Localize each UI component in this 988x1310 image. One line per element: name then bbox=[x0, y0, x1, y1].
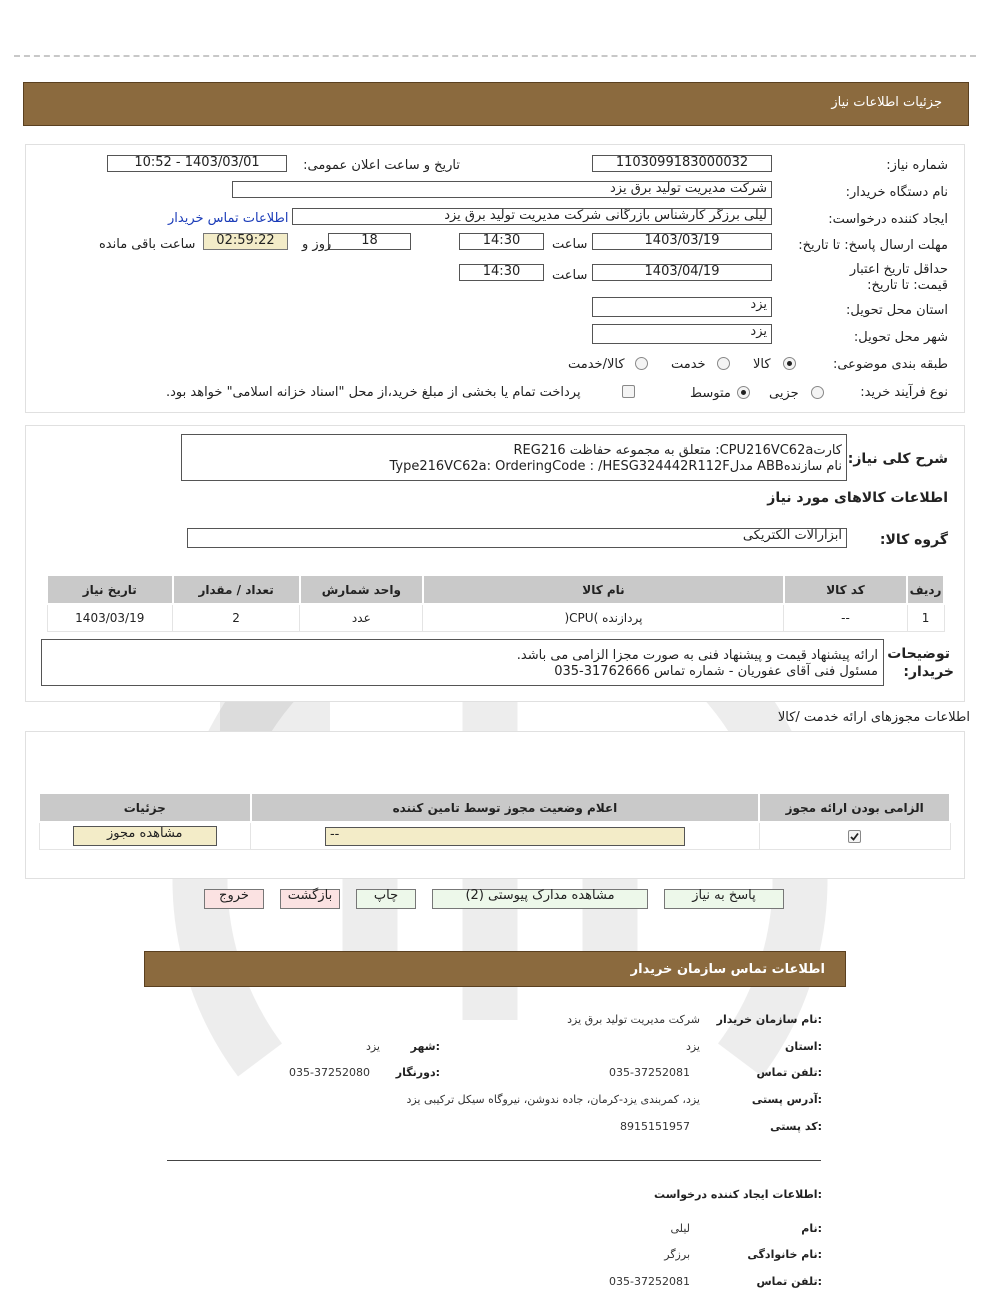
permits-title: اطلاعات مجوزهای ارائه خدمت /کالا bbox=[777, 710, 970, 725]
header-row-number: ردیف bbox=[907, 575, 944, 604]
category-option-goods: کالا bbox=[753, 357, 771, 372]
contact-province-label: استان: bbox=[784, 1040, 822, 1053]
description-line-2: نام سازندهABB مدلType216VC62a: OrderingCode : /HESG324442R112F bbox=[389, 459, 842, 474]
permit-details-cell bbox=[39, 822, 251, 850]
cell-unit: عدد bbox=[300, 604, 423, 632]
deadline-label: مهلت ارسال پاسخ: تا تاریخ: bbox=[798, 238, 948, 253]
creator-phone-label: تلفن تماس: bbox=[756, 1275, 822, 1288]
category-radio-both[interactable] bbox=[635, 357, 648, 370]
contact-city-value: یزد bbox=[365, 1040, 380, 1053]
contact-fax-label: دورنگار: bbox=[395, 1066, 440, 1079]
contact-phone-label: تلفن تماس: bbox=[756, 1066, 822, 1079]
contact-org-label: نام سازمان خریدار: bbox=[716, 1013, 822, 1026]
category-option-both: کالا/خدمت bbox=[568, 357, 625, 372]
permit-status-field: -- bbox=[325, 827, 685, 846]
contact-fax-value: 035-37252080 bbox=[289, 1066, 370, 1079]
header-unit: واحد شمارش bbox=[300, 575, 423, 604]
city-label: شهر محل تحویل: bbox=[853, 330, 948, 345]
creator-section-title: اطلاعات ایجاد کننده درخواست: bbox=[654, 1188, 822, 1201]
need-number-label: شماره نیاز: bbox=[886, 158, 948, 173]
contact-phone-value: 035-37252081 bbox=[609, 1066, 690, 1079]
province-field: یزد bbox=[592, 297, 772, 317]
validity-date-field: 1403/04/19 bbox=[592, 264, 772, 281]
cell-name: پردازنده )CPU( bbox=[423, 604, 784, 632]
description-label: شرح کلی نیاز: bbox=[847, 451, 948, 467]
remaining-time-field: 02:59:22 bbox=[203, 233, 288, 250]
remaining-label: ساعت باقی مانده bbox=[99, 237, 196, 252]
category-label: طبقه بندی موضوعی: bbox=[832, 357, 948, 372]
page-header bbox=[23, 82, 969, 126]
process-option-minor: جزیی bbox=[769, 386, 799, 401]
notes-line-2: مسئول فنی آقای عفوریان - شماره تماس 31762666-035 bbox=[554, 664, 878, 679]
goods-table-header bbox=[47, 575, 944, 604]
back-button[interactable]: بازگشت bbox=[280, 889, 340, 909]
permits-header-required: الزامی بودن ارائه مجوز bbox=[759, 793, 950, 822]
validity-time-label: ساعت bbox=[552, 268, 588, 283]
permit-status-cell bbox=[251, 822, 760, 850]
goods-section-title: اطلاعات کالاهای مورد نیاز bbox=[767, 490, 948, 506]
contact-org-value: شرکت مدیریت تولید برق یزد bbox=[567, 1013, 700, 1026]
page-title: جزئیات اطلاعات نیاز bbox=[831, 95, 942, 110]
creator-family-label: نام خانوادگی: bbox=[747, 1248, 822, 1261]
reply-button[interactable]: پاسخ به نیاز bbox=[664, 889, 784, 909]
deadline-date-field: 1403/03/19 bbox=[592, 233, 772, 250]
table-row bbox=[47, 604, 944, 632]
validity-time-field: 14:30 bbox=[459, 264, 544, 281]
contact-postal-value: 8915151957 bbox=[620, 1120, 690, 1133]
top-divider bbox=[14, 55, 976, 57]
permits-table bbox=[38, 792, 951, 850]
category-radio-goods[interactable] bbox=[783, 357, 796, 370]
exit-button[interactable]: خروج bbox=[204, 889, 264, 909]
permit-required-checkbox bbox=[848, 830, 861, 843]
cell-date: 1403/03/19 bbox=[47, 604, 173, 632]
contact-divider bbox=[167, 1160, 821, 1161]
process-label: نوع فرآیند خرید: bbox=[860, 385, 948, 400]
contact-address-label: آدرس پستی: bbox=[751, 1093, 822, 1106]
header-name: نام کالا bbox=[423, 575, 784, 604]
header-qty: تعداد / مقدار bbox=[173, 575, 300, 604]
category-radio-service[interactable] bbox=[717, 357, 730, 370]
days-field: 18 bbox=[328, 233, 411, 250]
creator-label: ایجاد کننده درخواست: bbox=[828, 212, 948, 227]
days-label: روز و bbox=[302, 237, 332, 252]
creator-field: لیلی برزگر کارشناس بازرگانی شرکت مدیریت تولید برق یزد bbox=[292, 208, 772, 225]
contact-province-value: یزد bbox=[685, 1040, 700, 1053]
permit-required-cell bbox=[759, 822, 950, 850]
header-code: کد کالا bbox=[784, 575, 907, 604]
deadline-time-label: ساعت bbox=[552, 237, 588, 252]
cell-code: -- bbox=[784, 604, 907, 632]
goods-table bbox=[46, 574, 945, 632]
attachments-button[interactable]: مشاهده مدارک پیوستی (2) bbox=[432, 889, 648, 909]
contact-address-value: یزد، کمربندی یزد-کرمان، جاده ندوشن، نیروگاه سیکل ترکیبی یزد bbox=[406, 1093, 700, 1106]
process-option-medium: متوسط bbox=[690, 386, 731, 401]
buyer-org-label: نام دستگاه خریدار: bbox=[845, 185, 948, 200]
permits-row bbox=[39, 822, 950, 850]
treasury-text: پرداخت تمام یا بخشی از مبلغ خرید،از محل "اسناد خزانه اسلامی" خواهد بود. bbox=[166, 385, 581, 400]
creator-phone-value: 035-37252081 bbox=[609, 1275, 690, 1288]
cell-row-number: 1 bbox=[907, 604, 944, 632]
buyer-org-field: شرکت مدیریت تولید برق یزد bbox=[232, 181, 772, 198]
process-radio-minor[interactable] bbox=[811, 386, 824, 399]
province-label: استان محل تحویل: bbox=[846, 303, 948, 318]
goods-group-label: گروه کالا: bbox=[879, 532, 948, 548]
creator-name-value: لیلی bbox=[670, 1222, 690, 1235]
cell-qty: 2 bbox=[173, 604, 300, 632]
print-button[interactable]: چاپ bbox=[356, 889, 416, 909]
view-permit-button[interactable]: مشاهده مجوز bbox=[73, 826, 217, 846]
need-number-field: 1103099183000032 bbox=[592, 155, 772, 172]
process-radio-medium[interactable] bbox=[737, 386, 750, 399]
city-field: یزد bbox=[592, 324, 772, 344]
description-line-1: کارتCPU216VC62a: متعلق به مجموعه حفاظت REG216 bbox=[513, 443, 842, 458]
header-date: تاریخ نیاز bbox=[47, 575, 173, 604]
contact-postal-label: کد پستی: bbox=[770, 1120, 822, 1133]
notes-label-2: خریدار: bbox=[903, 664, 954, 680]
deadline-time-field: 14:30 bbox=[459, 233, 544, 250]
treasury-checkbox[interactable] bbox=[622, 385, 635, 398]
permits-header-status: اعلام وضعیت مجوز توسط تامین کننده bbox=[251, 793, 760, 822]
permits-header-details: جزئیات bbox=[39, 793, 251, 822]
goods-group-field: ابزارالات الکتریکی bbox=[187, 528, 847, 548]
validity-label: حداقل تاریخ اعتبار قیمت: تا تاریخ: bbox=[849, 262, 948, 293]
announce-label: تاریخ و ساعت اعلان عمومی: bbox=[303, 158, 460, 173]
notes-label-1: توضیحات bbox=[887, 646, 950, 662]
permits-table-header bbox=[39, 793, 950, 822]
buyer-contact-link[interactable]: اطلاعات تماس خریدار bbox=[168, 211, 289, 226]
notes-line-1: ارائه پیشنهاد قیمت و پیشنهاد فنی به صورت مجزا الزامی می باشد. bbox=[516, 648, 878, 663]
check-icon bbox=[849, 831, 860, 842]
creator-name-label: نام: bbox=[801, 1222, 822, 1235]
creator-family-value: برزگر bbox=[664, 1248, 690, 1261]
contact-banner bbox=[144, 951, 846, 987]
contact-banner-title: اطلاعات تماس سازمان خریدار bbox=[630, 962, 825, 977]
contact-city-label: شهر: bbox=[410, 1040, 440, 1053]
announce-field: 1403/03/01 - 10:52 bbox=[107, 155, 287, 172]
category-option-service: خدمت bbox=[671, 357, 706, 372]
